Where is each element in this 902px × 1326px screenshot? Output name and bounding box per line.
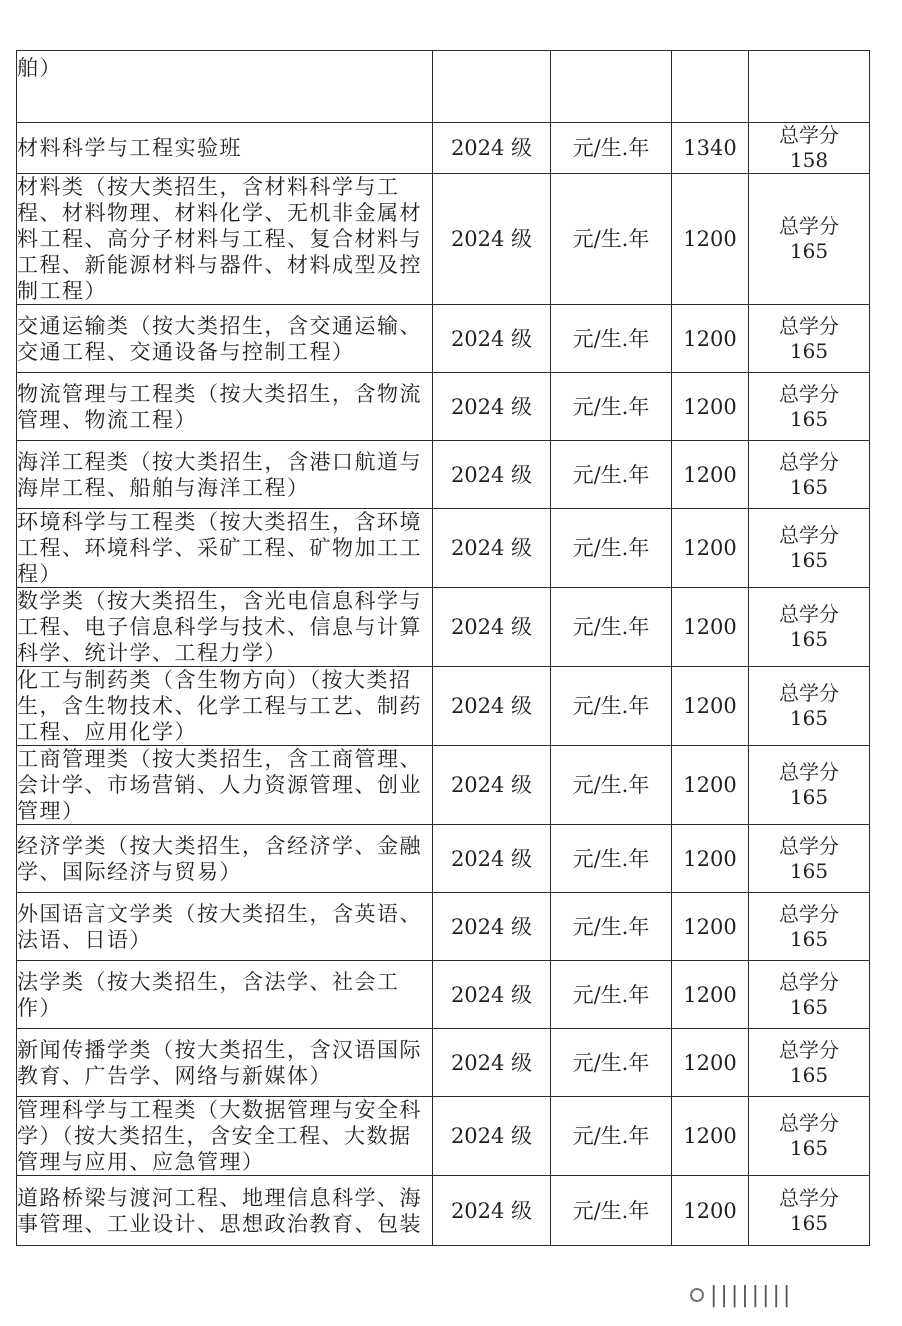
fee-amount-cell: 1340 bbox=[672, 123, 749, 174]
total-credit-cell bbox=[749, 825, 870, 893]
total-credit-cell bbox=[749, 123, 870, 174]
credit-label: 总学分 bbox=[779, 681, 839, 705]
major-name-cell: 舶） bbox=[17, 51, 433, 123]
fee-unit-cell: 元/生.年 bbox=[551, 746, 672, 825]
table-row bbox=[17, 961, 870, 1029]
fee-amount-cell: 1200 bbox=[672, 509, 749, 588]
credit-value: 165 bbox=[789, 1210, 829, 1235]
table-row bbox=[17, 746, 870, 825]
fee-amount-cell: 1200 bbox=[672, 305, 749, 373]
table-row bbox=[17, 588, 870, 667]
major-name-cell: 海洋工程类（按大类招生，含港口航道与海岸工程、船舶与海洋工程） bbox=[17, 441, 433, 509]
major-name-cell: 数学类（按大类招生，含光电信息科学与工程、电子信息科学与技术、信息与计算科学、统计学、工程力学） bbox=[17, 588, 433, 667]
total-credit-cell bbox=[749, 509, 870, 588]
total-credit-cell bbox=[749, 667, 870, 746]
grade-cell: 2024 级 bbox=[433, 123, 551, 174]
credit-label: 总学分 bbox=[779, 1037, 839, 1062]
fee-table-body bbox=[17, 51, 870, 1246]
total-credit-cell bbox=[749, 51, 870, 123]
grade-cell: 2024 级 bbox=[433, 174, 551, 305]
major-name-cell: 道路桥梁与渡河工程、地理信息科学、海事管理、工业设计、思想政治教育、包装 bbox=[17, 1176, 433, 1246]
table-row bbox=[17, 1097, 870, 1176]
grade-cell: 2024 级 bbox=[433, 893, 551, 961]
grade-cell: 2024 级 bbox=[433, 667, 551, 746]
fee-table bbox=[16, 50, 870, 1246]
credit-label: 总学分 bbox=[779, 381, 839, 406]
credit-value: 165 bbox=[789, 785, 829, 809]
total-credit-cell bbox=[749, 373, 870, 441]
grade-cell: 2024 级 bbox=[433, 961, 551, 1029]
table-row bbox=[17, 1176, 870, 1246]
fee-amount-cell bbox=[672, 51, 749, 123]
fee-amount-cell: 1200 bbox=[672, 825, 749, 893]
credit-value: 165 bbox=[789, 858, 829, 883]
fee-amount-cell: 1200 bbox=[672, 893, 749, 961]
fee-amount-cell: 1200 bbox=[672, 373, 749, 441]
major-name-cell: 材料科学与工程实验班 bbox=[17, 123, 433, 174]
table-row bbox=[17, 509, 870, 588]
grade-cell: 2024 级 bbox=[433, 441, 551, 509]
grade-cell bbox=[433, 51, 551, 123]
fee-unit-cell: 元/生.年 bbox=[551, 1097, 672, 1176]
fee-unit-cell: 元/生.年 bbox=[551, 305, 672, 373]
credit-label: 总学分 bbox=[779, 1111, 839, 1135]
credit-label: 总学分 bbox=[779, 214, 839, 238]
major-name-cell: 工商管理类（按大类招生，含工商管理、会计学、市场营销、人力资源管理、创业管理） bbox=[17, 746, 433, 825]
footer-text: |||||||| bbox=[710, 1282, 794, 1308]
fee-unit-cell: 元/生.年 bbox=[551, 1029, 672, 1097]
grade-cell: 2024 级 bbox=[433, 825, 551, 893]
credit-value: 165 bbox=[789, 474, 829, 499]
fee-unit-cell: 元/生.年 bbox=[551, 509, 672, 588]
credit-value: 165 bbox=[789, 239, 829, 263]
credit-label: 总学分 bbox=[779, 602, 839, 626]
credit-label: 总学分 bbox=[779, 833, 839, 858]
table-row bbox=[17, 825, 870, 893]
table-row bbox=[17, 441, 870, 509]
major-name-cell: 经济学类（按大类招生，含经济学、金融学、国际经济与贸易） bbox=[17, 825, 433, 893]
grade-cell: 2024 级 bbox=[433, 305, 551, 373]
credit-value: 158 bbox=[789, 148, 829, 172]
total-credit-cell bbox=[749, 1097, 870, 1176]
fee-unit-cell: 元/生.年 bbox=[551, 825, 672, 893]
grade-cell: 2024 级 bbox=[433, 588, 551, 667]
credit-value: 165 bbox=[789, 627, 829, 651]
credit-label: 总学分 bbox=[779, 313, 839, 338]
fee-unit-cell: 元/生.年 bbox=[551, 667, 672, 746]
fee-amount-cell: 1200 bbox=[672, 1097, 749, 1176]
major-name-cell: 外国语言文学类（按大类招生，含英语、法语、日语） bbox=[17, 893, 433, 961]
credit-label: 总学分 bbox=[779, 901, 839, 926]
footer-watermark bbox=[690, 1282, 890, 1308]
fee-unit-cell: 元/生.年 bbox=[551, 588, 672, 667]
credit-label: 总学分 bbox=[779, 1185, 839, 1210]
table-row bbox=[17, 51, 870, 123]
grade-cell: 2024 级 bbox=[433, 1176, 551, 1246]
credit-value: 165 bbox=[789, 926, 829, 951]
fee-unit-cell: 元/生.年 bbox=[551, 174, 672, 305]
major-name-cell: 新闻传播学类（按大类招生，含汉语国际教育、广告学、网络与新媒体） bbox=[17, 1029, 433, 1097]
table-row bbox=[17, 667, 870, 746]
credit-value: 165 bbox=[789, 1062, 829, 1087]
major-name-cell: 管理科学与工程类（大数据管理与安全科学）（按大类招生，含安全工程、大数据管理与应用、应急管理） bbox=[17, 1097, 433, 1176]
major-name-cell: 物流管理与工程类（按大类招生，含物流管理、物流工程） bbox=[17, 373, 433, 441]
credit-label: 总学分 bbox=[779, 449, 839, 474]
fee-table-page bbox=[16, 50, 869, 1246]
grade-cell: 2024 级 bbox=[433, 373, 551, 441]
fee-unit-cell: 元/生.年 bbox=[551, 1176, 672, 1246]
total-credit-cell bbox=[749, 1029, 870, 1097]
fee-amount-cell: 1200 bbox=[672, 588, 749, 667]
total-credit-cell bbox=[749, 893, 870, 961]
fee-unit-cell: 元/生.年 bbox=[551, 123, 672, 174]
credit-label: 总学分 bbox=[779, 969, 839, 994]
fee-amount-cell: 1200 bbox=[672, 746, 749, 825]
total-credit-cell bbox=[749, 174, 870, 305]
total-credit-cell bbox=[749, 588, 870, 667]
major-name-cell: 法学类（按大类招生，含法学、社会工作） bbox=[17, 961, 433, 1029]
credit-label: 总学分 bbox=[779, 123, 839, 147]
total-credit-cell bbox=[749, 746, 870, 825]
circle-icon bbox=[690, 1288, 704, 1302]
major-name-cell: 材料类（按大类招生，含材料科学与工程、材料物理、材料化学、无机非金属材料工程、高分子材料与工程、复合材料与工程、新能源材料与器件、材料成型及控制工程） bbox=[17, 174, 433, 305]
credit-value: 165 bbox=[789, 338, 829, 363]
fee-unit-cell: 元/生.年 bbox=[551, 373, 672, 441]
grade-cell: 2024 级 bbox=[433, 1029, 551, 1097]
credit-value: 165 bbox=[789, 548, 829, 572]
grade-cell: 2024 级 bbox=[433, 1097, 551, 1176]
fee-amount-cell: 1200 bbox=[672, 1176, 749, 1246]
credit-value: 165 bbox=[789, 706, 829, 730]
grade-cell: 2024 级 bbox=[433, 746, 551, 825]
fee-unit-cell bbox=[551, 51, 672, 123]
table-row bbox=[17, 174, 870, 305]
table-row bbox=[17, 1029, 870, 1097]
credit-value: 165 bbox=[789, 994, 829, 1019]
fee-amount-cell: 1200 bbox=[672, 174, 749, 305]
credit-label: 总学分 bbox=[779, 523, 839, 547]
major-name-cell: 化工与制药类（含生物方向）（按大类招生，含生物技术、化学工程与工艺、制药工程、应用化学） bbox=[17, 667, 433, 746]
fee-unit-cell: 元/生.年 bbox=[551, 893, 672, 961]
table-row bbox=[17, 305, 870, 373]
total-credit-cell bbox=[749, 961, 870, 1029]
total-credit-cell bbox=[749, 1176, 870, 1246]
fee-amount-cell: 1200 bbox=[672, 1029, 749, 1097]
fee-amount-cell: 1200 bbox=[672, 441, 749, 509]
table-row bbox=[17, 893, 870, 961]
fee-amount-cell: 1200 bbox=[672, 961, 749, 1029]
credit-value: 165 bbox=[789, 406, 829, 431]
credit-value: 165 bbox=[789, 1136, 829, 1160]
credit-label: 总学分 bbox=[779, 760, 839, 784]
table-row bbox=[17, 373, 870, 441]
fee-amount-cell: 1200 bbox=[672, 667, 749, 746]
fee-unit-cell: 元/生.年 bbox=[551, 961, 672, 1029]
total-credit-cell bbox=[749, 441, 870, 509]
grade-cell: 2024 级 bbox=[433, 509, 551, 588]
major-name-cell: 交通运输类（按大类招生，含交通运输、交通工程、交通设备与控制工程） bbox=[17, 305, 433, 373]
fee-unit-cell: 元/生.年 bbox=[551, 441, 672, 509]
total-credit-cell bbox=[749, 305, 870, 373]
major-name-cell: 环境科学与工程类（按大类招生，含环境工程、环境科学、采矿工程、矿物加工工程） bbox=[17, 509, 433, 588]
table-row bbox=[17, 123, 870, 174]
